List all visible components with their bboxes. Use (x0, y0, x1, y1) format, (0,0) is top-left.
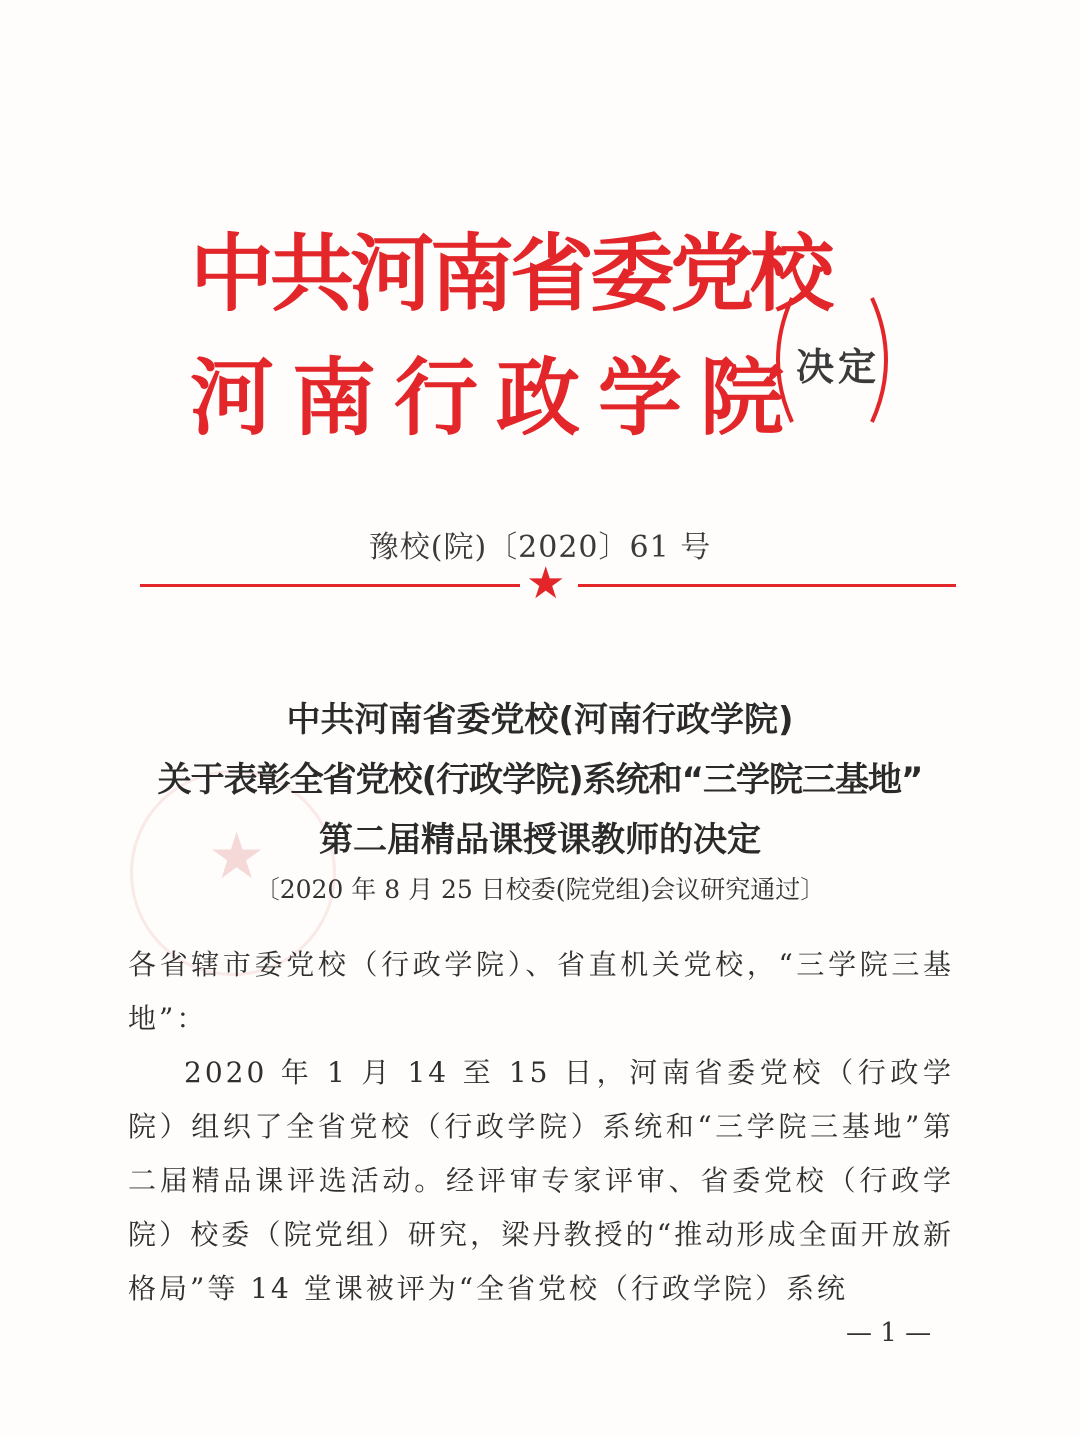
body-paragraph: 2020 年 1 月 14 至 15 日，河南省委党校（行政学院）组织了全省党校（行政学院）系统和“三学院三基地”第二届精品课评选活动。经评审专家评审、省委党校（行政学院）校委（院党组）研究，梁丹教授的“推动形成全面开放新格局”等 14 堂课被评为“全省党校（行政学院）系统 (128, 1056, 954, 1305)
red-divider-left (140, 584, 520, 587)
document-title (0, 690, 1080, 870)
masthead (190, 224, 890, 482)
document-number: 豫校(院)〔2020〕61 号 (368, 530, 712, 565)
salutation: 各省辖市委党校（行政学院）、省直机关党校，“三学院三基地”： (128, 948, 954, 1035)
doc-type-bracket (762, 290, 902, 430)
title-line-1: 中共河南省委党校(河南行政学院) (286, 700, 794, 740)
star-icon: ★ (526, 558, 566, 609)
masthead-org-line-2: 河南行政学院 (190, 348, 803, 447)
masthead-org-line-1: 中共河南省委党校 (190, 224, 831, 323)
meeting-note: 〔2020 年 8 月 25 日校委(院党组)会议研究通过〕 (254, 875, 826, 904)
show-through-star-icon: ★ (208, 820, 266, 894)
document-body (128, 938, 954, 1316)
title-line-3: 第二届精品课授课教师的决定 (319, 820, 761, 860)
page-number: — 1 — (846, 1318, 932, 1348)
red-divider-right (578, 584, 956, 587)
doc-type-label: 决定 (796, 344, 881, 389)
title-line-2: 关于表彰全省党校(行政学院)系统和“三学院三基地” (157, 760, 923, 800)
